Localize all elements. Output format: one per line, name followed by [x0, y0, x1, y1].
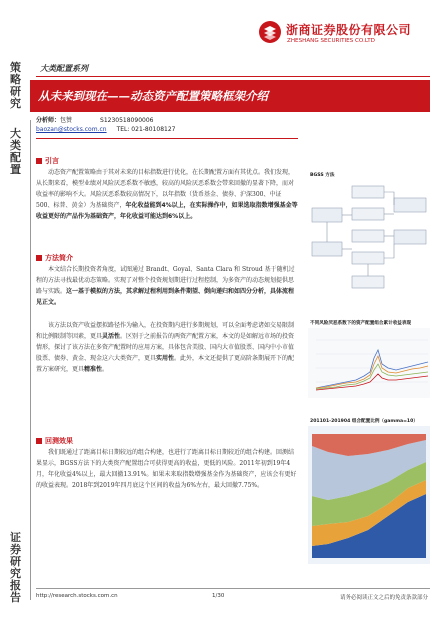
flow-node — [352, 208, 384, 220]
side-label: 策略研究 — [10, 61, 21, 110]
figure1-flowchart — [308, 180, 430, 298]
series-label: 大类配置系列 — [40, 64, 88, 73]
paragraph-intro: 动态资产配置策略由于其对未来的目标指数进行优化，在长期配置方面有其优点。我们发现，从长期来看，模型业绩对风险厌恶系数不敏感，较高的风险厌恶系数会带来回撤的显著下降，而对收益率的影响不大。风险厌恶系数较高情况下，以年指数（货币基金、债券、沪深300、中证500、标普、黄金）为基础资产，年化收益能到4%以上，在实际操作中，如果选取指数增强基金等收益更好的产品作为基础资产，年化收益可能达到6%以上。 — [36, 169, 298, 220]
paragraph-method-2: 该方法以资产收益摆拟路径作为输入，在投资期内进行多期规划，可以全面考虑诸如交易限制和比例限制等因素，更具灵活性。区别于之前报告的两资产配置方案，本文的是如解远市场的投资情形，探讨了该方法在多资产配置时的应用方案，具体包含美股、国内大市值股票、国内中小市值股票、债券、黄金、现金这六大类资产，更具实用性。此外，本文还提供了更高阶条期展开下的配置方案研究，更具精准性。 — [36, 322, 295, 373]
paragraph-backtest: 我们既通过了距离目标日期较远的组合构建，也进行了距离目标日期较近的组合构建。回测结果显示，BGSS方法下的大类资产配置组合可获得更高的收益，更低的风险。2011年初到19年4月，年化收益4%以上，最大回撤13.91%。如果未来取指数增强基金作为基础资产，应该会有更好的收益表现。2018年到2019年四月底这个区间的收益为6%左右，最大回撤7.75%。 — [36, 449, 297, 489]
analyst-name: 包赞 — [60, 117, 73, 124]
flow-node — [352, 230, 384, 242]
footer-page-number: 1/30 — [212, 593, 225, 599]
footer-rule — [36, 588, 430, 589]
company-name-cn: 浙商证券股份有限公司 — [286, 23, 412, 37]
section-bullet-icon — [36, 438, 42, 444]
category-tag: 大类配置 — [10, 127, 21, 176]
flow-node — [394, 198, 426, 212]
company-name-en: ZHESHANG SECURITIES CO.LTD — [287, 38, 375, 44]
flow-node — [352, 186, 384, 198]
flow-node — [312, 208, 342, 222]
figure3-area-chart — [308, 426, 430, 564]
section-intro-title: 引言 — [36, 156, 59, 166]
flow-node — [352, 252, 384, 264]
footer-url-link[interactable]: http://research.stocks.com.cn — [36, 593, 118, 599]
figure1-caption: BGSS 方法 — [310, 173, 335, 178]
section-backtest-title: 回测效果 — [36, 436, 73, 446]
analyst-email-link[interactable]: baozan@stocks.com.cn — [36, 126, 107, 133]
analyst-license: S1230518090006 — [100, 117, 154, 124]
logo — [258, 20, 282, 44]
figure2-line-chart — [308, 328, 430, 398]
section-method-title: 方法简介 — [36, 253, 73, 263]
section-bullet-icon — [36, 255, 42, 261]
analyst-rule — [36, 138, 298, 139]
flow-node — [394, 230, 426, 244]
figure2-caption: 不同风险厌恶系数下的资产配置组合累计收益表现 — [310, 321, 412, 326]
figure3-caption: 201101-201904 组合配置比例（gamma=10） — [310, 419, 418, 424]
analyst-label: 分析师： — [36, 117, 61, 124]
footer-disclaimer: 请务必阅读正文之后的免责条款部分 — [339, 595, 428, 601]
header-rule — [36, 76, 430, 77]
report-title: 从未来到现在——动态资产配置策略框架介绍 — [38, 89, 268, 103]
side-vertical-rule — [30, 120, 31, 600]
analyst-block — [36, 116, 175, 134]
analyst-tel: TEL: 021-80108127 — [116, 126, 176, 133]
paragraph-method-1: 本文结合长期投资者角度，试图通过 Brandt、Goyal、Santa Clara 和 Stroud 基于随机过程的方法寻找最优动态策略。实现了对整个投资规划期进行过程控制，为多资产的动态规划提供思路与实践。这一基于模拟的方法，其求解过程利用到条件期望、倒向递归和如四分分析，具体流程见正文。 — [36, 266, 295, 306]
flow-node — [312, 242, 342, 256]
flow-node — [352, 276, 384, 288]
vertical-report-label: 证券研究报告 — [10, 531, 21, 604]
section-bullet-icon — [36, 158, 42, 164]
